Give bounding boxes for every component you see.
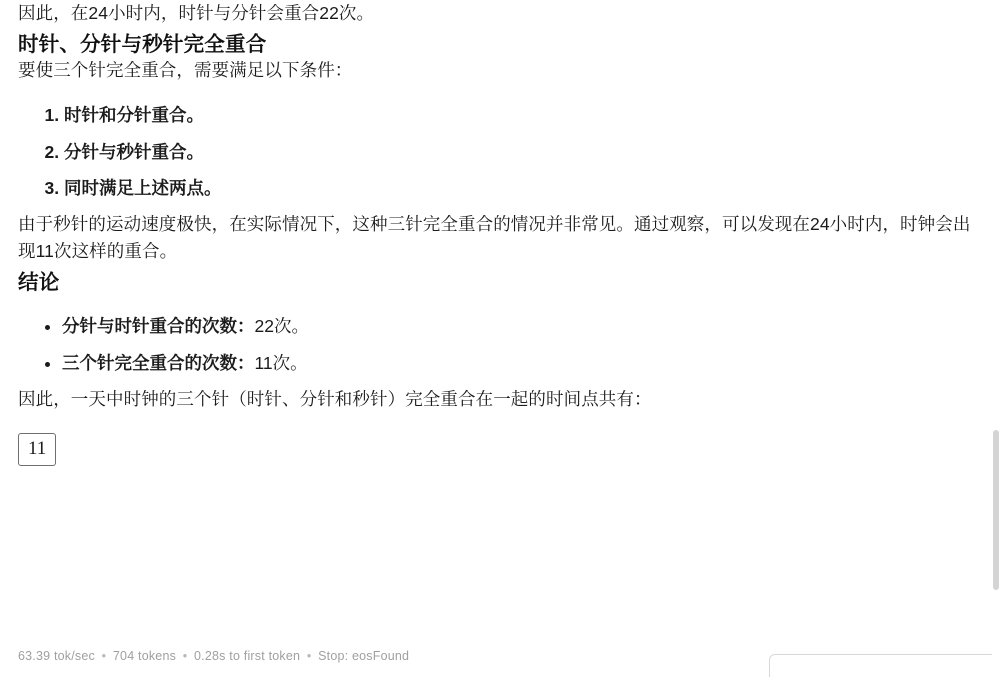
conclusion-list bbox=[18, 313, 982, 376]
scrollbar-thumb[interactable] bbox=[993, 430, 999, 590]
response-content bbox=[18, 0, 982, 466]
section-heading-clock-overlap: 时针、分针与秒针完全重合 bbox=[18, 33, 267, 57]
final-paragraph: 因此，一天中时钟的三个针（时针、分针和秒针）完全重合在一起的时间点共有： bbox=[18, 388, 652, 409]
status-separator: • bbox=[306, 649, 312, 663]
conditions-lead-paragraph: 要使三个针完全重合，需要满足以下条件： bbox=[18, 60, 353, 81]
token-count: 704 tokens bbox=[112, 649, 177, 663]
list-item-value: 11次。 bbox=[254, 352, 308, 373]
list-item-label: 三个针完全重合的次数： bbox=[62, 352, 255, 373]
tokens-per-second: 63.39 tok/sec bbox=[18, 649, 95, 663]
conditions-list bbox=[18, 102, 982, 201]
list-item: 3. 同时满足上述两点。 bbox=[64, 175, 982, 201]
bottom-right-panel[interactable] bbox=[769, 654, 1000, 677]
generation-status-bar bbox=[18, 649, 409, 663]
intro-paragraph: 因此，在24小时内，时针与分针会重合22次。 bbox=[18, 3, 375, 23]
answer-box: 11 bbox=[18, 433, 56, 466]
stop-reason: Stop: eosFound bbox=[318, 649, 410, 663]
status-separator: • bbox=[101, 649, 107, 663]
list-item: 2. 分针与秒针重合。 bbox=[64, 139, 982, 165]
list-item bbox=[62, 350, 982, 376]
section-heading-conclusion: 结论 bbox=[18, 271, 60, 295]
list-item: 1. 时针和分针重合。 bbox=[64, 102, 982, 128]
observation-paragraph: 由于秒针的运动速度极快，在实际情况下，这种三针完全重合的情况并非常见。通过观察，可以发现在24小时内，时钟会出现11次这样的重合。 bbox=[18, 214, 971, 262]
list-item bbox=[62, 313, 982, 339]
status-separator: • bbox=[182, 649, 188, 663]
time-to-first-token: 0.28s to first token bbox=[194, 649, 301, 663]
list-item-value: 22次。 bbox=[254, 316, 309, 337]
list-item-label: 分针与时针重合的次数： bbox=[62, 316, 255, 337]
scrollbar-track[interactable] bbox=[992, 0, 1000, 677]
